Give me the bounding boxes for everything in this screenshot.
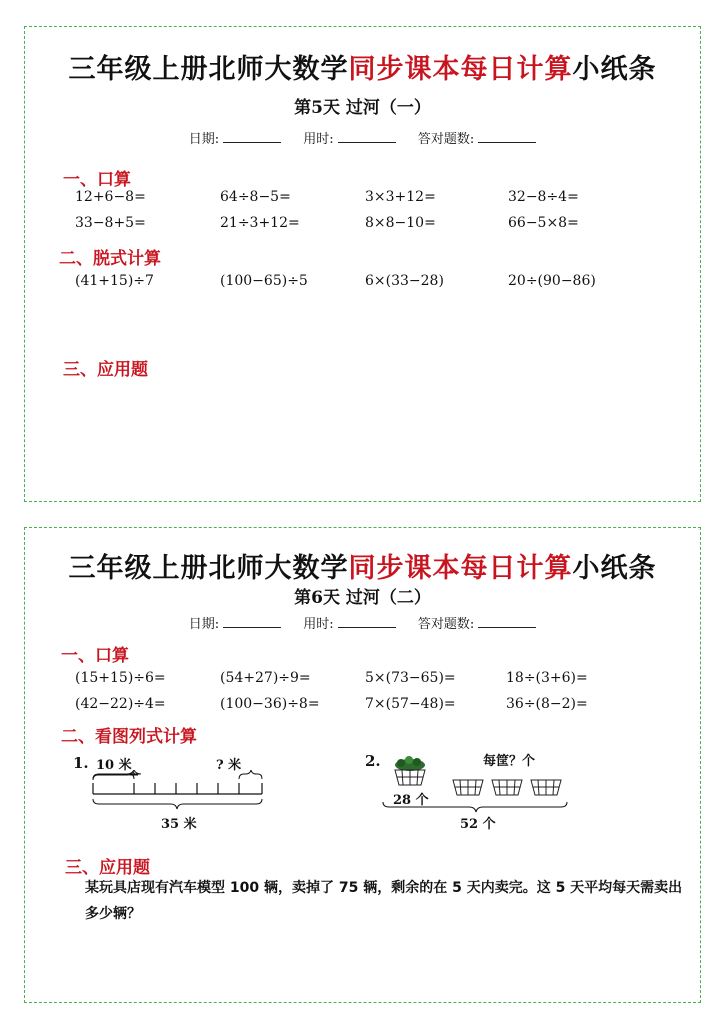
day-subtitle: 第6天 过河（二） <box>294 588 431 608</box>
basket-left-label: 28 个 <box>393 793 429 808</box>
basket-bottom-label: 52 个 <box>460 817 496 832</box>
basket-top-label: 每筐？个 <box>483 754 536 769</box>
day-subtitle: 第5天 过河（一） <box>294 98 431 118</box>
time-label: 用时: <box>303 617 334 632</box>
segment-top-right-label: ? 米 <box>216 758 242 773</box>
correct-count-label: 答对题数: <box>417 132 475 147</box>
date-label: 日期: <box>188 132 220 147</box>
time-blank[interactable] <box>338 615 396 628</box>
word-problem-text: 某玩具店现有汽车模型 100 辆，卖掉了 75 辆，剩余的在 5 天内卖完。这 5 天平均每天需卖出多少辆？ <box>85 880 683 922</box>
date-label: 日期: <box>188 617 220 632</box>
segment-top-left-label: 10 米 <box>96 758 132 773</box>
basket-icon <box>395 770 425 785</box>
correct-count-blank[interactable] <box>478 130 536 143</box>
section-heading-stepwise: 二、脱式计算 <box>59 249 161 269</box>
section-heading-oral: 一、口算 <box>63 170 131 190</box>
correct-count-label: 答对题数: <box>417 617 475 632</box>
vegetable-icon <box>395 756 425 771</box>
diagram-number: 2. <box>365 752 381 770</box>
segment-diagram <box>73 752 273 832</box>
basket-diagram <box>365 750 595 830</box>
date-blank[interactable] <box>223 130 281 143</box>
correct-count-blank[interactable] <box>478 615 536 628</box>
worksheet-day6: 三年级上册北师大数学同步课本每日计算小纸条 第6天 过河（二） 日期: 用时: 答对题数: 一、口算 (15+15)÷6= (54+27)÷9= 5×(73−65)= 18÷(3+6)= (42−22)÷4= (100−36)÷8= 7×(57−48)= 36÷(8−2)= 二、看图列式计算 1. 10 米 ? 米 35 米 2. 每筐？个 28 个 52 个 三、应用题 某玩具店现有汽车模型 100 辆，卖掉了 75 辆，剩余的在 5 天内卖完。这 5 天平均每天需卖出多少辆？ <box>24 527 701 1003</box>
section-heading-picture-problems: 二、看图列式计算 <box>61 727 197 747</box>
meta-line <box>25 613 700 632</box>
segment-bottom-label: 35 米 <box>161 817 197 832</box>
section-heading-oral: 一、口算 <box>61 646 129 666</box>
section-heading-word-problem: 三、应用题 <box>63 360 148 380</box>
date-blank[interactable] <box>223 615 281 628</box>
basket-icon <box>531 780 561 795</box>
diagram-number: 1. <box>73 754 89 772</box>
basket-icon <box>492 780 522 795</box>
meta-line <box>25 128 700 147</box>
time-blank[interactable] <box>338 130 396 143</box>
section-heading-word-problem: 三、应用题 <box>65 858 150 878</box>
basket-icon <box>453 780 483 795</box>
sheet-title: 三年级上册北师大数学同步课本每日计算小纸条 <box>68 553 657 584</box>
sheet-title: 三年级上册北师大数学同步课本每日计算小纸条 <box>68 54 657 85</box>
worksheet-day5: 三年级上册北师大数学同步课本每日计算小纸条 第5天 过河（一） 日期: 用时: 答对题数: 一、口算 12+6−8= 64÷8−5= 3×3+12= 32−8÷4= 33−8+5= 21÷3+12= 8×8−10= 66−5×8= 二、脱式计算 (41+15)÷7 (100−65)÷5 6×(33−28) 20÷(90−86) 三、应用题 <box>24 26 701 502</box>
time-label: 用时: <box>303 132 334 147</box>
